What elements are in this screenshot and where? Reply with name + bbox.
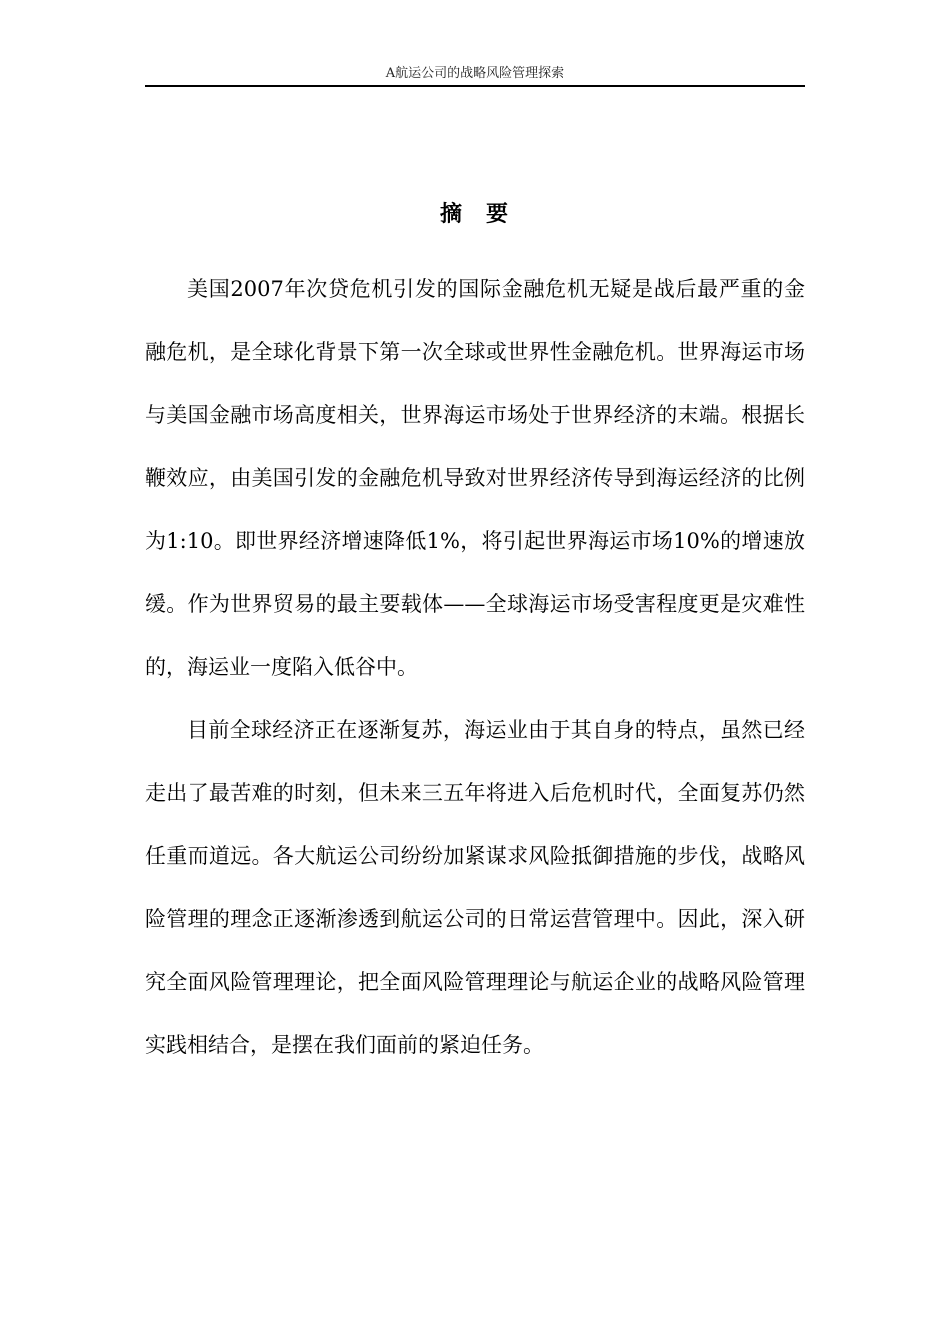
abstract-body — [145, 258, 805, 1077]
abstract-paragraph-1: 美国2007年次贷危机引发的国际金融危机无疑是战后最严重的金融危机，是全球化背景下第一次全球或世界性金融危机。世界海运市场与美国金融市场高度相关，世界海运市场处于世界经济的末端。根据长鞭效应，由美国引发的金融危机导致对世界经济传导到海运经济的比例为1:10。即世界经济增速降低1%，将引起世界海运市场10%的增速放缓。作为世界贸易的最主要载体——全球海运市场受害程度更是灾难性的，海运业一度陷入低谷中。 — [145, 277, 805, 679]
abstract-title-char-1: 摘 — [439, 202, 464, 227]
abstract-title — [145, 197, 805, 233]
running-header: A航运公司的战略风险管理探索 — [385, 66, 565, 81]
abstract-title-char-2: 要 — [486, 202, 511, 227]
abstract-paragraph-2: 目前全球经济正在逐渐复苏，海运业由于其自身的特点，虽然已经走出了最苦难的时刻，但未来三五年将进入后危机时代，全面复苏仍然任重而道远。各大航运公司纷纷加紧谋求风险抵御措施的步伐，战略风险管理的理念正逐渐渗透到航运公司的日常运营管理中。因此，深入研究全面风险管理理论，把全面风险管理理论与航运企业的战略风险管理实践相结合，是摆在我们面前的紧迫任务。 — [145, 718, 805, 1057]
header-rule — [145, 85, 805, 87]
